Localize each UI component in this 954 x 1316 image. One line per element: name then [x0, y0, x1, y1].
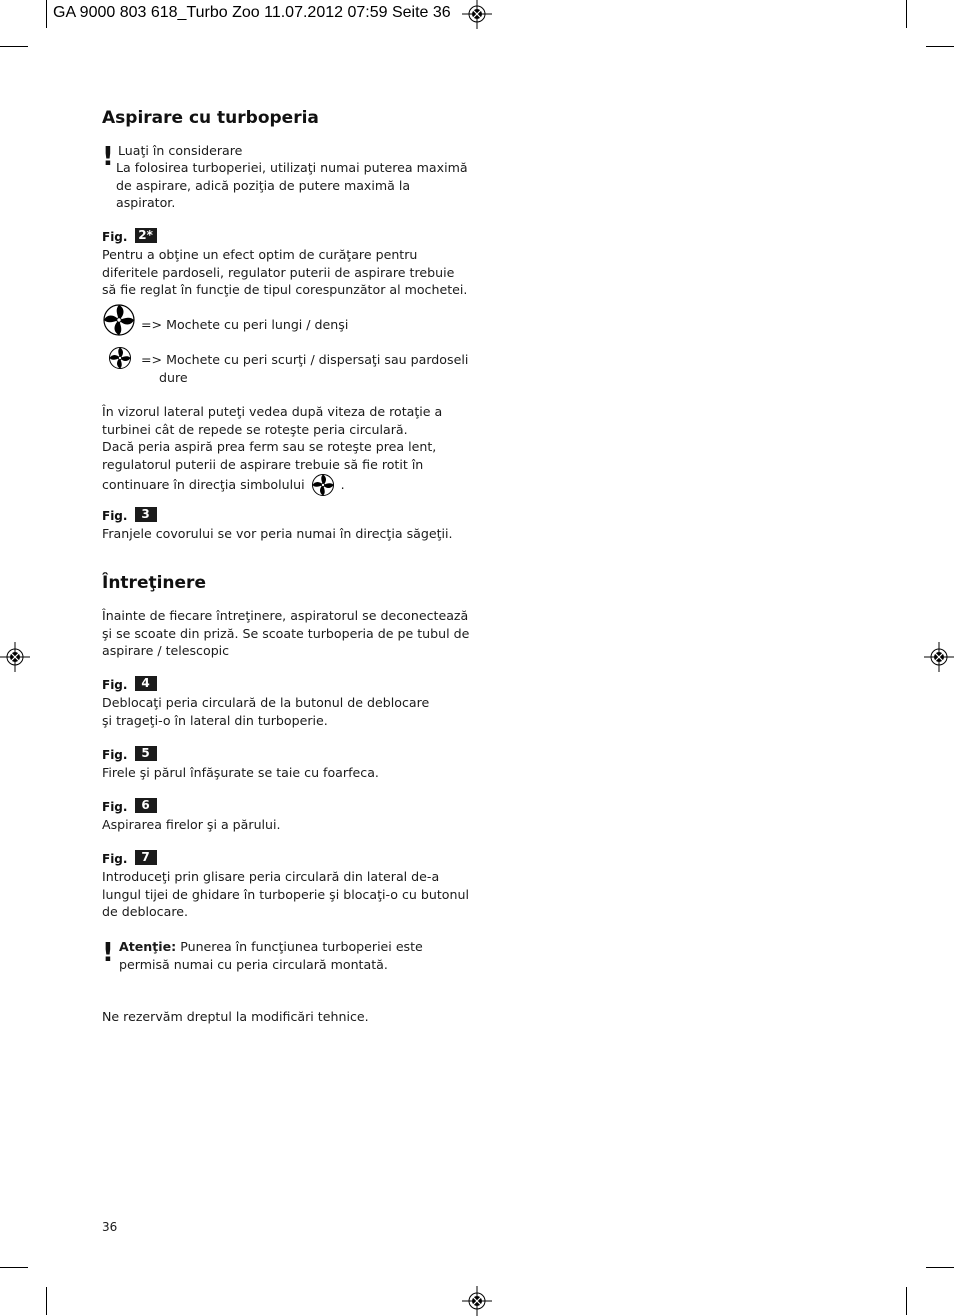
- fig-3-label: Fig. 3: [102, 505, 157, 524]
- fig-5-text: Firele şi părul înfăşurate se taie cu foarfeca.: [102, 765, 379, 780]
- fig-badge: 2*: [135, 228, 157, 243]
- note-title: Luaţi în considerare: [118, 143, 243, 158]
- fig-badge: 3: [135, 507, 157, 522]
- fig-7-text: Introduceţi prin glisare peria circulară din lateral de-a lungul tijei de ghidare în turboperie şi blocaţi-o cu butonul de deblocare.: [102, 869, 469, 919]
- fig-badge: 5: [135, 746, 157, 761]
- fig-3-text: Franjele covorului se vor peria numai în direcţia săgeţii.: [102, 526, 453, 541]
- crop-mark: [0, 46, 28, 47]
- fig-2-text: Pentru a obţine un efect optim de curăţare pentru diferitele pardoseli, regulator puterii de aspirare trebuie să fie reglat în funcţie de tipul corespunzător al mochetei.: [102, 247, 468, 297]
- exclamation-icon: !: [102, 938, 114, 968]
- warning-text: Atenţie: Punerea în funcţiunea turboperiei este permisă numai cu peria circulară montată.: [119, 939, 423, 972]
- registration-mark-icon: [0, 642, 30, 672]
- crop-mark: [0, 1267, 28, 1268]
- symbol-1-text: => Mochete cu peri lungi / denşi: [141, 317, 349, 332]
- fig-2-label: Fig. 2*: [102, 226, 157, 245]
- crop-mark: [926, 46, 954, 47]
- fig-badge: 4: [135, 676, 157, 691]
- section-title: Întreţinere: [102, 573, 206, 593]
- fig-6-label: Fig. 6: [102, 796, 157, 815]
- crop-mark: [46, 0, 47, 28]
- fan-symbol-icon: [311, 473, 335, 497]
- crop-mark: [906, 0, 907, 28]
- symbol-2-text: => Mochete cu peri scurţi / dispersaţi sau pardoseli dure: [141, 352, 469, 385]
- registration-mark-icon: [462, 0, 492, 29]
- fig-7-label: Fig. 7: [102, 848, 157, 867]
- small-fan-icon: [108, 346, 132, 370]
- exclamation-icon: !: [102, 142, 114, 172]
- footer-note: Ne rezervăm dreptul la modificări tehnice.: [102, 1009, 369, 1024]
- crop-mark: [906, 1287, 907, 1315]
- print-header: GA 9000 803 618_Turbo Zoo 11.07.2012 07:59 Seite 36: [53, 4, 451, 21]
- section-title: Aspirare cu turboperia: [102, 108, 319, 128]
- note-body: La folosirea turboperiei, utilizaţi numai puterea maximă de aspirare, adică poziţia de putere maximă la aspirator.: [116, 160, 468, 210]
- registration-mark-icon: [924, 642, 954, 672]
- large-fan-icon: [102, 303, 136, 337]
- maintenance-intro: Înainte de fiecare întreţinere, aspiratorul se deconectează şi se scoate din priză. Se scoate turboperia de pe tubul de aspirare / telescopic: [102, 608, 470, 658]
- fig-5-label: Fig. 5: [102, 744, 157, 763]
- fig-6-text: Aspirarea firelor şi a părului.: [102, 817, 281, 832]
- fig-4-label: Fig. 4: [102, 674, 157, 693]
- crop-mark: [926, 1267, 954, 1268]
- fig-4-text: Deblocaţi peria circulară de la butonul de deblocare şi trageţi-o în lateral din turboperie.: [102, 695, 430, 728]
- page-number: 36: [102, 1220, 118, 1234]
- crop-mark: [46, 1287, 47, 1315]
- fig-badge: 7: [135, 850, 157, 865]
- rotation-paragraph: În vizorul lateral puteţi vedea după viteza de rotaţie a turbinei cât de repede se roteşte peria circulară. Dacă peria aspiră prea ferm sau se roteşte prea lent, regulatorul puterii de aspirare trebuie să fie rotit în continuare în direcţia simbolului .: [102, 403, 442, 497]
- registration-mark-icon: [462, 1286, 492, 1316]
- fig-badge: 6: [135, 798, 157, 813]
